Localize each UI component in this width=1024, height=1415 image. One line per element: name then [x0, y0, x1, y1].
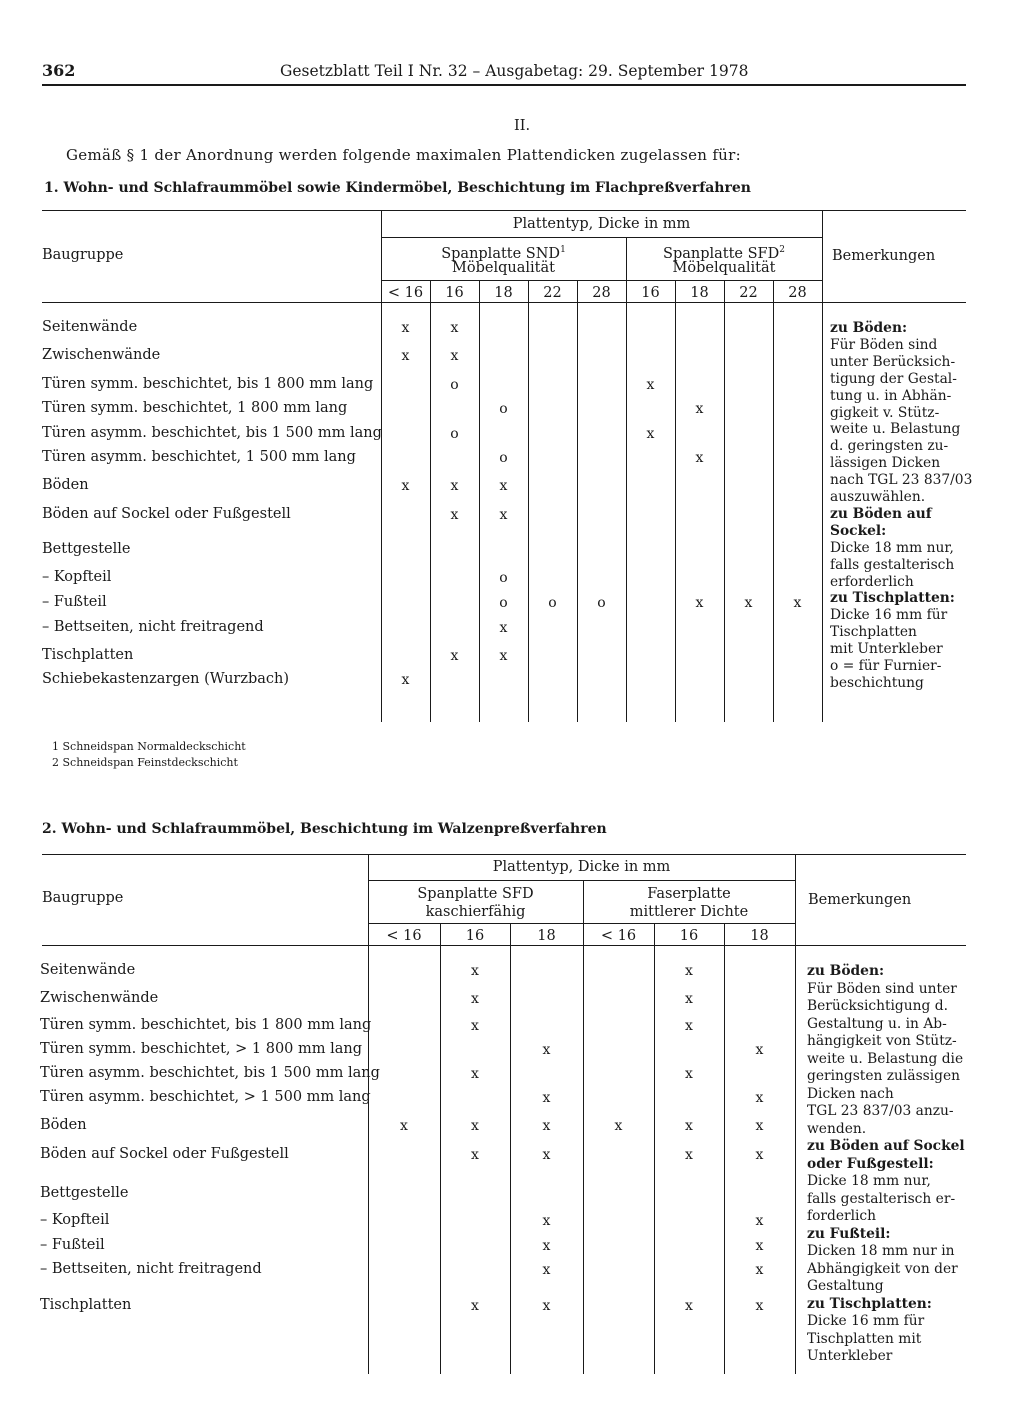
column-header: 28 — [788, 285, 807, 301]
table2-group-rule — [368, 880, 795, 881]
cell-mark: x — [542, 1042, 551, 1058]
remark-line: falls gestalterisch er- — [807, 1190, 956, 1207]
remark-line: nach TGL 23 837/03 — [830, 472, 973, 489]
table1-subgroup-1-line2: Möbelqualität — [452, 260, 555, 276]
row-label: Böden auf Sockel oder Fußgestell — [42, 506, 291, 522]
row-label: Türen asymm. beschichtet, 1 500 mm lang — [42, 449, 356, 465]
table2-remarks-header: Bemerkungen — [808, 892, 912, 908]
page-number: 362 — [42, 61, 76, 80]
remark-line: Gestaltung — [807, 1278, 884, 1294]
cell-mark: x — [471, 963, 479, 979]
column-divider — [724, 280, 725, 722]
row-label: – Kopfteil — [40, 1212, 110, 1228]
remark-line: weite u. Belastung die — [807, 1050, 964, 1067]
cell-mark: x — [685, 1018, 693, 1034]
table2-top-rule — [42, 854, 966, 855]
cell-mark: x — [450, 507, 459, 523]
remark-line: zu Fußteil: — [807, 1225, 891, 1242]
remark-line: Abhängigkeit von der — [807, 1260, 958, 1277]
remark-line: Dicke 18 mm nur, — [807, 1173, 931, 1189]
cell-mark: x — [755, 1090, 764, 1106]
cell-mark: o — [499, 401, 508, 417]
remark-line: Dicken nach — [807, 1085, 894, 1102]
column-header: 18 — [750, 928, 769, 944]
cell-mark: x — [401, 478, 410, 494]
row-label: – Fußteil — [40, 1237, 105, 1253]
cell-mark: x — [685, 1118, 693, 1134]
table1-group-rule — [381, 237, 822, 238]
table1-subgroup-1: Spanplatte SND$^1$ — [441, 245, 566, 262]
remark-line: zu Böden auf — [830, 505, 932, 522]
cell-mark: x — [471, 1018, 479, 1034]
cell-mark: x — [471, 1066, 479, 1082]
row-label: – Bettseiten, nicht freitragend — [40, 1261, 262, 1277]
column-divider — [510, 923, 511, 1374]
row-label: Böden auf Sockel oder Fußgestell — [40, 1146, 289, 1162]
remark-line: Für Böden sind unter — [807, 980, 957, 997]
row-label: Böden — [42, 477, 89, 493]
cell-mark: x — [401, 348, 410, 364]
table1-row-header: Baugruppe — [42, 247, 124, 263]
intro-text: Gemäß § 1 der Anordnung werden folgende maximalen Plattendicken zugelassen für: — [66, 146, 741, 164]
remark-line: Berücksichtigung d. — [807, 998, 948, 1014]
table1-remarks-header: Bemerkungen — [832, 248, 936, 264]
cell-mark: o — [499, 595, 508, 611]
cell-mark: o — [450, 377, 459, 393]
column-divider — [626, 237, 627, 722]
remark-line: Unterkleber — [807, 1348, 893, 1364]
cell-mark: x — [450, 648, 459, 664]
row-label: Türen asymm. beschichtet, > 1 500 mm lang — [40, 1089, 371, 1105]
cell-mark: x — [542, 1213, 551, 1229]
remark-line: Dicken 18 mm nur in — [807, 1243, 955, 1259]
remark-line: gigkeit v. Stütz- — [830, 404, 940, 421]
cell-mark: x — [542, 1118, 551, 1134]
table2-vline — [795, 854, 796, 1374]
cell-mark: x — [695, 401, 704, 417]
column-header: 18 — [537, 928, 556, 944]
remark-line: auszuwählen. — [830, 489, 926, 505]
row-label: Seitenwände — [40, 962, 136, 978]
table1-col-group: Plattentyp, Dicke in mm — [512, 216, 691, 232]
remark-line: falls gestalterisch — [830, 556, 955, 573]
column-divider — [440, 923, 441, 1374]
cell-mark: x — [695, 595, 704, 611]
remark-line: d. geringsten zu- — [830, 438, 949, 455]
row-label: – Kopfteil — [42, 569, 112, 585]
remark-line: Sockel: — [830, 522, 887, 539]
column-header: < 16 — [387, 285, 424, 301]
cell-mark: x — [755, 1118, 764, 1134]
row-label: Seitenwände — [42, 319, 138, 335]
remark-line: Gestaltung u. in Ab- — [807, 1015, 947, 1032]
row-label: Türen symm. beschichtet, bis 1 800 mm lang — [42, 376, 374, 392]
column-header: 22 — [543, 285, 562, 301]
cell-mark: x — [755, 1213, 764, 1229]
cell-mark: o — [597, 595, 606, 611]
cell-mark: x — [400, 1118, 408, 1134]
cell-mark: x — [685, 1066, 693, 1082]
remark-line: tigung der Gestal- — [830, 370, 957, 387]
remark-line: o = für Furnier- — [830, 658, 942, 674]
cell-mark: x — [755, 1147, 764, 1163]
cell-mark: x — [542, 1298, 551, 1314]
cell-mark: x — [744, 595, 753, 611]
row-label: Türen symm. beschichtet, bis 1 800 mm lang — [40, 1017, 372, 1033]
row-label: – Fußteil — [42, 594, 107, 610]
cell-mark: x — [542, 1090, 551, 1106]
table1-sub-rule — [381, 280, 822, 281]
cell-mark: o — [450, 426, 459, 442]
table2-subgroup-1-line2: kaschierfähig — [425, 904, 526, 920]
column-header: < 16 — [386, 928, 422, 944]
remark-line: zu Böden: — [807, 963, 885, 979]
table2-header-bottom-rule — [42, 945, 966, 946]
remark-line: Dicke 16 mm für — [830, 607, 948, 624]
cell-mark: x — [499, 620, 508, 636]
column-header: 16 — [465, 928, 485, 944]
remark-line: zu Tischplatten: — [830, 590, 955, 607]
cell-mark: x — [685, 1298, 693, 1314]
row-label: Tischplatten — [42, 647, 134, 663]
row-label: Türen asymm. beschichtet, bis 1 500 mm lang — [42, 425, 382, 441]
remark-line: wenden. — [807, 1120, 867, 1137]
column-divider — [479, 280, 480, 722]
cell-mark: x — [793, 595, 802, 611]
cell-mark: x — [499, 648, 508, 664]
remark-line: weite u. Belastung — [830, 421, 961, 438]
column-header: 16 — [641, 285, 660, 301]
section-numeral: II. — [514, 118, 531, 134]
remark-line: zu Tischplatten: — [807, 1295, 932, 1312]
remark-line: forderlich — [807, 1208, 877, 1224]
remark-line: Dicke 18 mm nur, — [830, 539, 954, 556]
table2-heading: 2. Wohn- und Schlafraummöbel, Beschichtung im Walzenpreßverfahren — [42, 821, 607, 837]
row-label: Zwischenwände — [42, 347, 161, 363]
column-header: 22 — [739, 285, 758, 301]
cell-mark: x — [755, 1238, 764, 1254]
cell-mark: o — [499, 450, 508, 466]
cell-mark: x — [542, 1238, 551, 1254]
remark-line: Für Böden sind — [830, 336, 938, 353]
row-label: Türen symm. beschichtet, > 1 800 mm lang — [40, 1041, 363, 1057]
cell-mark: x — [685, 991, 693, 1007]
table2-row-header: Baugruppe — [42, 890, 124, 906]
column-header: 16 — [445, 285, 464, 301]
remark-line: TGL 23 837/03 anzu- — [807, 1103, 954, 1119]
cell-mark: o — [548, 595, 557, 611]
cell-mark: x — [401, 320, 410, 336]
footnote-1: 1 Schneidspan Normaldeckschicht — [52, 740, 246, 753]
column-divider — [430, 280, 431, 722]
cell-mark: o — [499, 570, 508, 586]
remark-line: lässigen Dicken — [830, 455, 941, 472]
row-label: Bettgestelle — [40, 1185, 129, 1201]
column-divider — [773, 280, 774, 722]
remark-line: Dicke 16 mm für — [807, 1313, 925, 1329]
cell-mark: x — [471, 1118, 479, 1134]
column-header: 18 — [494, 285, 513, 301]
cell-mark: x — [542, 1147, 551, 1163]
cell-mark: x — [646, 377, 655, 393]
row-label: Schiebekastenzargen (Wurzbach) — [42, 671, 290, 687]
footnote-2: 2 Schneidspan Feinstdeckschicht — [52, 756, 238, 769]
remark-line: tung u. in Abhän- — [830, 387, 952, 404]
remark-line: hängigkeit von Stütz- — [807, 1033, 957, 1049]
row-label: Bettgestelle — [42, 541, 131, 557]
remark-line: zu Böden: — [830, 320, 908, 336]
table2-subgroup-2: Faserplatte — [647, 886, 731, 902]
cell-mark: x — [542, 1262, 551, 1278]
cell-mark: x — [499, 478, 508, 494]
cell-mark: x — [450, 478, 459, 494]
table2-subgroup-2-line2: mittlerer Dichte — [629, 904, 749, 920]
cell-mark: x — [614, 1118, 623, 1134]
table1-heading: 1. Wohn- und Schlafraummöbel sowie Kindermöbel, Beschichtung im Flachpreßverfahren — [44, 180, 751, 196]
remark-line: Tischplatten mit — [807, 1330, 922, 1347]
cell-mark: x — [471, 1147, 479, 1163]
cell-mark: x — [695, 450, 704, 466]
column-divider — [528, 280, 529, 722]
row-label: Tischplatten — [40, 1297, 132, 1313]
table2-subgroup-1: Spanplatte SFD — [417, 886, 534, 902]
column-divider — [577, 280, 578, 722]
table2-col-group: Plattentyp, Dicke in mm — [492, 859, 671, 875]
page-header-title: Gesetzblatt Teil I Nr. 32 – Ausgabetag: 29. September 1978 — [280, 62, 749, 80]
remark-line: oder Fußgestell: — [807, 1155, 934, 1172]
cell-mark: x — [685, 1147, 693, 1163]
remark-line: Tischplatten — [830, 624, 917, 641]
cell-mark: x — [755, 1042, 764, 1058]
column-header: < 16 — [600, 928, 637, 944]
cell-mark: x — [450, 348, 459, 364]
column-header: 18 — [690, 285, 709, 301]
cell-mark: x — [471, 991, 479, 1007]
remark-line: beschichtung — [830, 674, 924, 691]
remark-line: geringsten zulässigen — [807, 1068, 961, 1084]
cell-mark: x — [401, 672, 410, 688]
table2-sub-rule — [368, 923, 795, 924]
cell-mark: x — [685, 963, 693, 979]
table1-header-bottom-rule — [42, 302, 966, 303]
remark-line: erforderlich — [830, 573, 914, 590]
cell-mark: x — [755, 1298, 764, 1314]
header-rule — [42, 84, 966, 86]
column-divider — [675, 280, 676, 722]
table1-top-rule — [42, 210, 966, 211]
column-divider — [724, 923, 725, 1374]
row-label: Zwischenwände — [40, 990, 159, 1006]
cell-mark: x — [646, 426, 655, 442]
remark-line: unter Berücksich- — [830, 353, 956, 370]
cell-mark: x — [471, 1298, 479, 1314]
row-label: Böden — [40, 1117, 87, 1133]
table1-subgroup-2-line2: Möbelqualität — [672, 260, 776, 276]
column-header: 28 — [592, 285, 611, 301]
remark-line: mit Unterkleber — [830, 641, 943, 658]
cell-mark: x — [499, 507, 508, 523]
table1-subgroup-2: Spanplatte SFD$^2$ — [663, 245, 785, 262]
column-divider — [583, 880, 584, 1374]
column-header: 16 — [679, 928, 699, 944]
row-label: – Bettseiten, nicht freitragend — [42, 619, 264, 635]
row-label: Türen asymm. beschichtet, bis 1 500 mm lang — [40, 1065, 380, 1081]
cell-mark: x — [450, 320, 459, 336]
table1-vline — [822, 210, 823, 722]
column-divider — [654, 923, 655, 1374]
row-label: Türen symm. beschichtet, 1 800 mm lang — [42, 400, 348, 416]
cell-mark: x — [755, 1262, 764, 1278]
remark-line: zu Böden auf Sockel — [807, 1138, 965, 1154]
